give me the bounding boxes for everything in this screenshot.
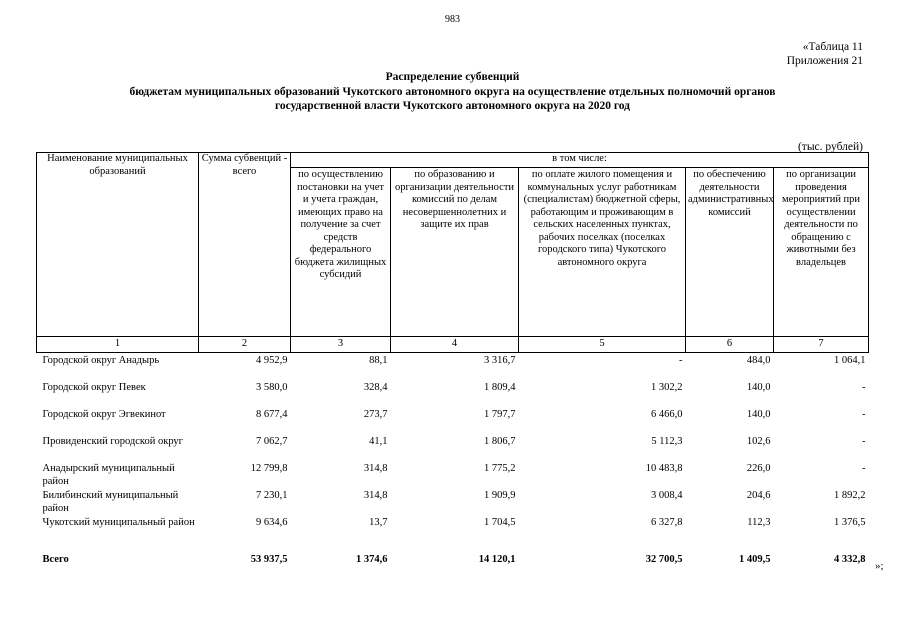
header-row [37,153,869,168]
header-animals: по организации проведения мероприятий при осуществлении деятельности по обращению с животными без владельцев [774,168,869,337]
header-minors-commissions: по образованию и организации деятельности комиссий по делам несовершеннолетних и защите их прав [391,168,519,337]
row-total: 12 799,8 [250,463,288,474]
row-cell: 140,0 [746,382,771,393]
column-number: 1 [37,337,199,353]
table-row [37,407,869,434]
total-row [37,542,869,567]
row-name: Городской округ Певек [42,382,146,393]
column-number: 6 [686,337,774,353]
row-cell: 5 112,3 [651,436,683,447]
row-cell: 3 316,7 [484,355,516,366]
row-cell: 1 797,7 [484,409,516,420]
row-cell: 204,6 [746,490,771,501]
row-name: Городской округ Эгвекинот [42,409,166,420]
row-cell: 273,7 [363,409,388,420]
row-cell: 328,4 [363,382,388,393]
total-cell: 4 332,8 [834,554,866,565]
row-name: Городской округ Анадырь [42,355,160,366]
row-cell: 314,8 [363,463,388,474]
table-row [37,515,869,542]
table-row [37,380,869,407]
row-cell: - [862,382,866,393]
row-cell: 226,0 [746,463,771,474]
row-total: 3 580,0 [256,382,288,393]
row-total: 7 062,7 [256,436,288,447]
row-name: Провиденский городской округ [42,436,183,447]
total-sum: 53 937,5 [250,554,288,565]
row-cell: 112,3 [747,517,771,528]
row-cell: 1 809,4 [484,382,516,393]
total-label: Всего [42,554,69,565]
row-cell: 484,0 [746,355,771,366]
row-cell: 140,0 [746,409,771,420]
column-number: 7 [774,337,869,353]
header-admin-commissions: по обеспечению деятельности административных комиссий [686,168,774,337]
row-cell: 1 775,2 [484,463,516,474]
row-cell: 1 704,5 [484,517,516,528]
row-cell: 13,7 [369,517,388,528]
row-total: 8 677,4 [256,409,288,420]
row-name: Билибинский муниципальный район [42,490,179,514]
header-utilities-payment: по оплате жилого помещения и коммунальных услуг работникам (специалистам) бюджетной сферы, работающим и проживающим в сельских населенных пунктах, рабочих поселках (поселках городского типа) Чукотского автономного округа [519,168,686,337]
row-cell: 6 466,0 [651,409,683,420]
total-cell: 1 409,5 [739,554,771,565]
row-total: 4 952,9 [256,355,288,366]
title-line3: государственной власти Чукотского автономного округа на 2020 год [274,100,631,112]
column-number: 5 [519,337,686,353]
row-cell: 3 008,4 [651,490,683,501]
header-total: Сумма субвенций - всего [199,153,291,337]
row-name: Анадырский муниципальный район [42,463,175,487]
row-cell: 6 327,8 [651,517,683,528]
column-number-row [37,337,869,353]
row-cell: 1 806,7 [484,436,516,447]
table-row [37,434,869,461]
closing-quote: »; [875,560,884,572]
units-label: (тыс. рублей) [797,141,863,153]
row-cell: 41,1 [369,436,388,447]
row-cell: - [862,409,866,420]
column-number: 3 [291,337,391,353]
header-name: Наименование муниципальных образований [37,153,199,337]
row-cell: 314,8 [363,490,388,501]
table-row [37,488,869,515]
row-total: 9 634,6 [256,517,288,528]
table-row [37,461,869,488]
row-cell: - [862,463,866,474]
row-total: 7 230,1 [256,490,288,501]
column-number: 4 [391,337,519,353]
table-reference-line2: Приложения 21 [786,55,863,67]
header-group: в том числе: [291,153,869,168]
row-name: Чукотский муниципальный район [42,517,195,528]
row-cell: 1 302,2 [651,382,683,393]
header-housing-subsidies: по осуществлению постановки на учет и учета граждан, имеющих право на получение за счет средств федерального бюджета жилищных субсидий [291,168,391,337]
row-cell: 102,6 [746,436,771,447]
total-cell: 32 700,5 [645,554,683,565]
table-reference-line1: «Таблица 11 [802,41,863,53]
title-line1: Распределение субвенций [385,71,520,83]
subsidy-table [36,152,869,567]
row-cell: 1 909,9 [484,490,516,501]
document-title [40,70,865,114]
row-cell: 1 064,1 [834,355,866,366]
total-cell: 1 374,6 [356,554,388,565]
row-cell: 10 483,8 [645,463,683,474]
total-cell: 14 120,1 [478,554,516,565]
column-number: 2 [199,337,291,353]
row-cell: 1 376,5 [834,517,866,528]
title-line2: бюджетам муниципальных образований Чукотского автономного округа на осуществление отдельных полномочий органов [129,85,776,98]
row-cell: - [862,436,866,447]
row-cell: - [679,355,683,366]
page-number: 983 [445,14,460,25]
table-row [37,353,869,381]
row-cell: 1 892,2 [834,490,866,501]
row-cell: 88,1 [369,355,388,366]
table-reference [787,40,863,68]
